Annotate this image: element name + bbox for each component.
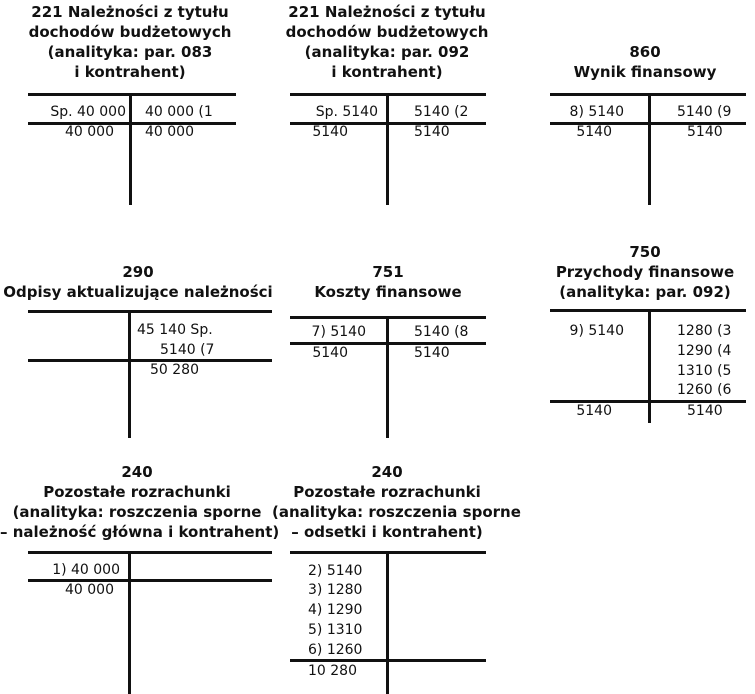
credit-entry: 1310 (5: [677, 363, 732, 379]
debit-entry: 4) 1290: [308, 602, 363, 618]
vertical-rule: [648, 309, 651, 423]
debit-entry: 2) 5140: [308, 563, 363, 579]
debit-total: 10 280: [308, 663, 357, 679]
credit-entry: 1280 (3: [677, 323, 732, 339]
debit-total: 5140: [576, 124, 612, 140]
credit-total: 5140: [414, 124, 450, 140]
debit-entry: 7) 5140: [311, 324, 366, 340]
debit-total: 5140: [312, 124, 348, 140]
account-title: 240 Pozostałe rozrachunki (analityka: roszczenia sporne – należność główna i kontrahent): [0, 463, 280, 541]
debit-total: 5140: [312, 345, 348, 361]
debit-entry: 6) 1260: [308, 642, 363, 658]
credit-total: 50 280: [150, 362, 199, 378]
account-title: 221 Należności z tytułu dochodów budżetowych (analityka: par. 083 i kontrahent): [28, 3, 232, 81]
credit-entry: 1290 (4: [677, 343, 732, 359]
debit-entry: Sp. 40 000: [50, 104, 126, 120]
credit-entry: 5140 (7: [160, 342, 215, 358]
top-rule: [28, 310, 272, 313]
credit-total: 40 000: [145, 124, 194, 140]
debit-entry: 3) 1280: [308, 582, 363, 598]
vertical-rule: [128, 310, 131, 438]
credit-total: 5140: [687, 403, 723, 419]
vertical-rule: [386, 551, 389, 694]
vertical-rule: [386, 316, 389, 438]
vertical-rule: [129, 93, 132, 205]
credit-entry: 5140 (2: [414, 104, 469, 120]
top-rule: [28, 551, 272, 554]
credit-entry: 5140 (9: [677, 104, 732, 120]
debit-entry: 8) 5140: [569, 104, 624, 120]
credit-total: 5140: [414, 345, 450, 361]
debit-total: 5140: [576, 403, 612, 419]
credit-entry: 5140 (8: [414, 324, 469, 340]
debit-entry: 9) 5140: [569, 323, 624, 339]
credit-entry: 1260 (6: [677, 382, 732, 398]
credit-entry: 40 000 (1: [145, 104, 213, 120]
account-title: 751 Koszty finansowe: [314, 263, 462, 301]
account-title: 750 Przychody finansowe (analityka: par. 092): [555, 243, 735, 301]
top-rule: [28, 93, 236, 96]
debit-total: 40 000: [65, 124, 114, 140]
debit-total: 40 000: [65, 582, 114, 598]
credit-entry: 45 140 Sp.: [137, 322, 213, 338]
credit-total: 5140: [687, 124, 723, 140]
vertical-rule: [386, 93, 389, 205]
account-title: 860 Wynik finansowy: [573, 43, 717, 81]
vertical-rule: [128, 551, 131, 694]
debit-entry: Sp. 5140: [315, 104, 378, 120]
debit-entry: 5) 1310: [308, 622, 363, 638]
account-title: 240 Pozostałe rozrachunki (analityka: roszczenia sporne – odsetki i kontrahent): [272, 463, 521, 541]
account-title: 221 Należności z tytułu dochodów budżetowych (analityka: par. 092 i kontrahent): [285, 3, 489, 81]
debit-entry: 1) 40 000: [52, 562, 120, 578]
vertical-rule: [648, 93, 651, 205]
account-title: 290 Odpisy aktualizujące należności: [3, 263, 273, 301]
